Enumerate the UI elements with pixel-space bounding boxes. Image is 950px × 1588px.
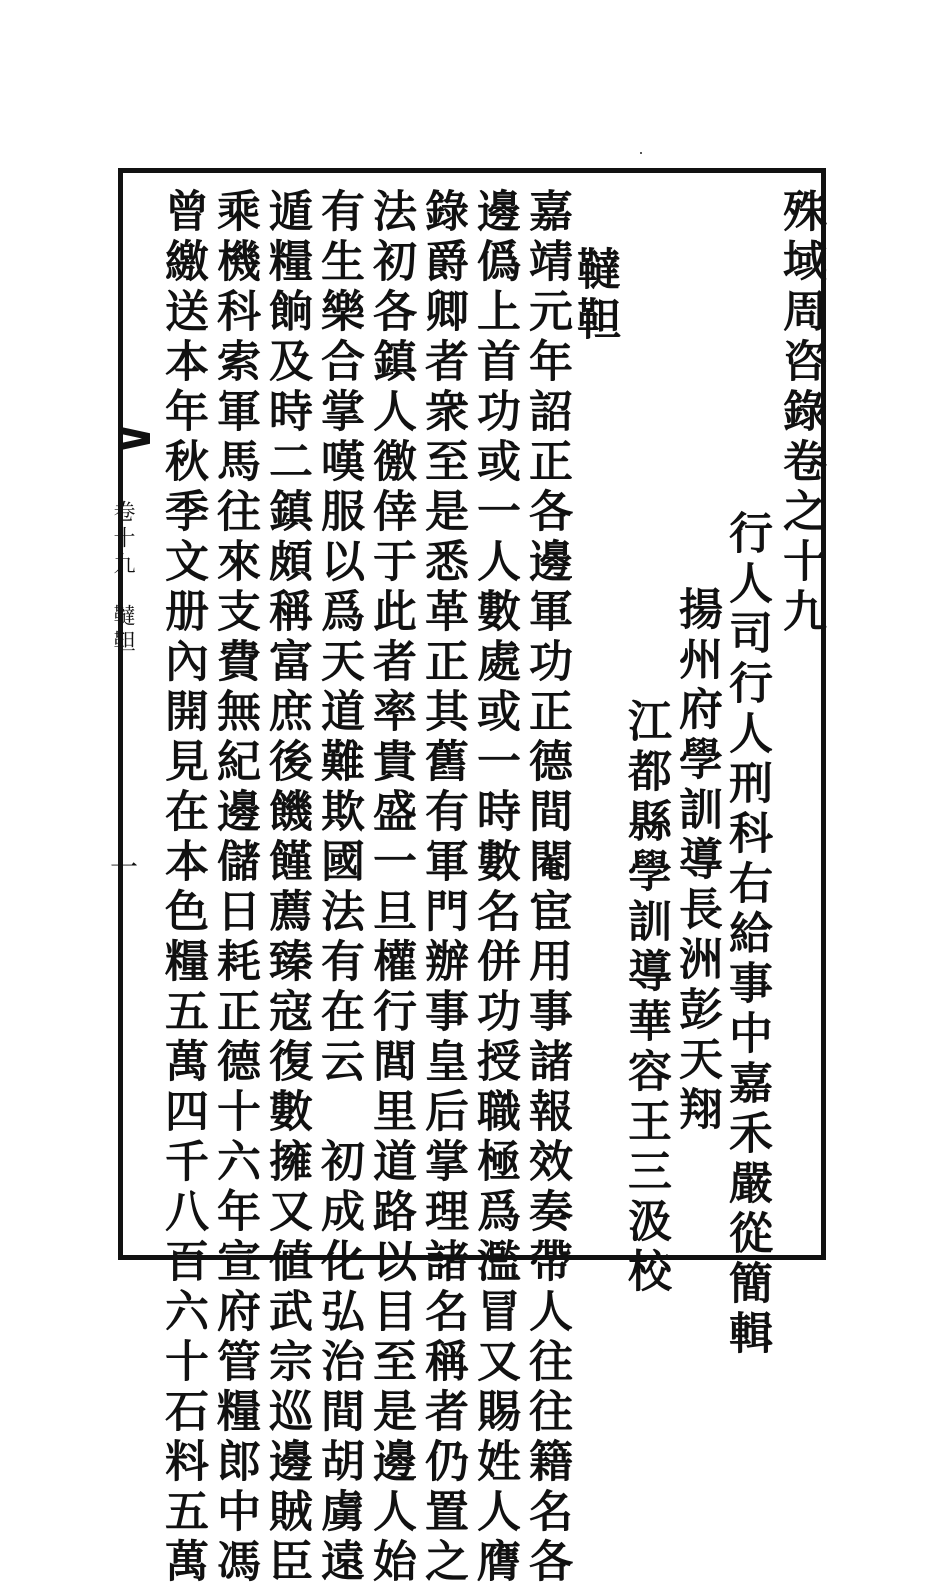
speck <box>640 152 642 154</box>
page-number: 一 <box>106 852 139 884</box>
margin-label: 卷十九 韃靼 <box>110 500 135 656</box>
body-line: 嘉靖元年詔正各邊軍功正德間閹宦用事諸報效奏帶人往往籍名各 <box>521 188 572 1588</box>
body-line: 錄爵卿者衆至是悉革正其舊有軍門辦事皇后掌理諸名稱者仍置之 <box>417 188 468 1588</box>
volume-title: 殊域周咨錄卷之十九 <box>775 188 826 638</box>
body-line: 遁糧餉及時二鎮頗稱富庶後饑饉薦臻寇復數擁又値武宗巡邊賊臣 <box>261 188 312 1588</box>
body-line: 曾繳送本年秋季文册內開見在本色糧五萬四千八百六十石料五萬 <box>157 188 208 1588</box>
body-line: 乘機科索軍馬往來支費無紀邊儲日耗正德十六年宣府管糧郎中馮 <box>209 188 260 1588</box>
body-line: 邊僞上首功或一人數處或一時數名併功授職極爲濫冒又賜姓人膺 <box>469 188 520 1588</box>
compiler-byline: 行人司行人刑科右給事中嘉禾嚴從簡輯 <box>721 510 772 1360</box>
collator-byline-1: 揚州府學訓導長洲彭天翔 <box>671 586 722 1136</box>
body-line: 法初各鎮人徼倖于此者率貴盛一旦權行閭里道路以目至是邊人始 <box>365 188 416 1588</box>
fishtail-mark-icon <box>120 430 150 450</box>
section-heading: 韃靼 <box>569 246 620 346</box>
body-line: 有生樂合掌嘆服以爲天道難欺國法有在云 初成化弘治間胡虜遠 <box>313 188 364 1588</box>
collator-byline-2: 江都縣學訓導華容王三汲校 <box>620 698 671 1298</box>
